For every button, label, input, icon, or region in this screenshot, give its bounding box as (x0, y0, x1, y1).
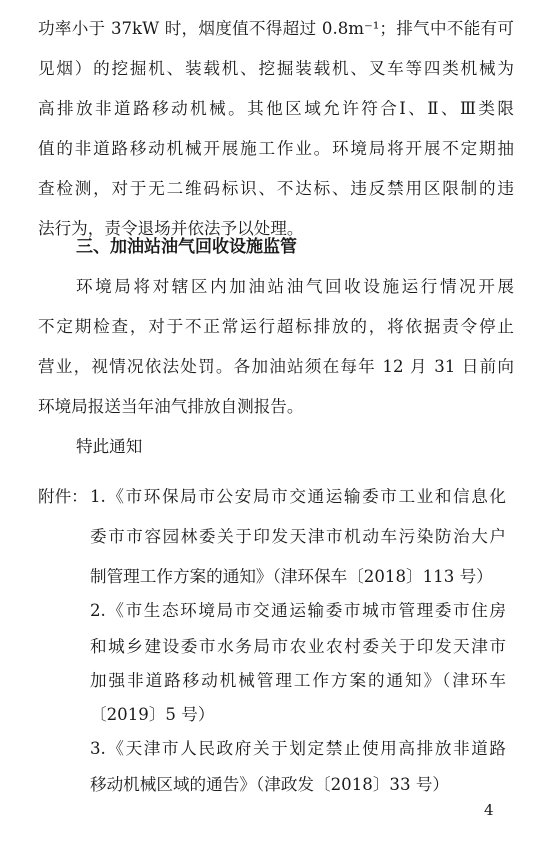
attachment-line: 3.《天津市人民政府关于划定禁止使用高排放非道路 (90, 739, 506, 758)
body-line: 环境局报送当年油气排放自测报告。 (38, 397, 304, 416)
body-line: 查检测，对于无二维码标识、不达标、违反禁用区限制的违 (38, 179, 514, 198)
attachment-line: 加强非道路移动机械管理工作方案的通知》（津环车 (90, 671, 506, 690)
attachment-line: 移动机械区域的通告》（津政发〔2018〕33 号） (90, 775, 450, 794)
body-line: 高排放非道路移动机械。其他区域允许符合Ⅰ、Ⅱ、Ⅲ类限 (38, 99, 514, 118)
attachment-line: 委市市容园林委关于印发天津市机动车污染防治大户 (90, 527, 506, 546)
attachment-line: 和城乡建设委市水务局市农业农村委关于印发天津市 (90, 637, 506, 656)
body-line: 法行为，责令退场并依法予以处理。 (38, 219, 304, 238)
body-line: 营业，视情况依法处罚。各加油站须在每年 12 月 31 日前向 (38, 357, 514, 376)
attachment-line: 制管理工作方案的通知》（津环保车〔2018〕113 号） (90, 567, 493, 586)
body-line: 功率小于 37kW 时，烟度值不得超过 0.8m⁻¹；排气中不能有可 (38, 19, 514, 38)
body-line: 见烟）的挖掘机、装载机、挖掘装载机、叉车等四类机械为 (38, 59, 514, 78)
attachment-line: 1.《市环保局市公安局市交通运输委市工业和信息化 (90, 487, 506, 506)
attachment-line: 〔2019〕5 号） (90, 705, 215, 724)
page-number: 4 (484, 801, 494, 819)
closing-text: 特此通知 (76, 437, 143, 456)
body-line: 环境局将对辖区内加油站油气回收设施运行情况开展 (76, 277, 514, 296)
attachment-line: 2.《市生态环境局市交通运输委市城市管理委市住房 (90, 601, 506, 620)
section-heading: 三、加油站油气回收设施监管 (76, 237, 297, 257)
attachments-label: 附件： (38, 487, 88, 506)
body-line: 值的非道路移动机械开展施工作业。环境局将开展不定期抽 (38, 139, 514, 158)
body-line: 不定期检查，对于不正常运行超标排放的，将依据责令停止 (38, 317, 514, 336)
